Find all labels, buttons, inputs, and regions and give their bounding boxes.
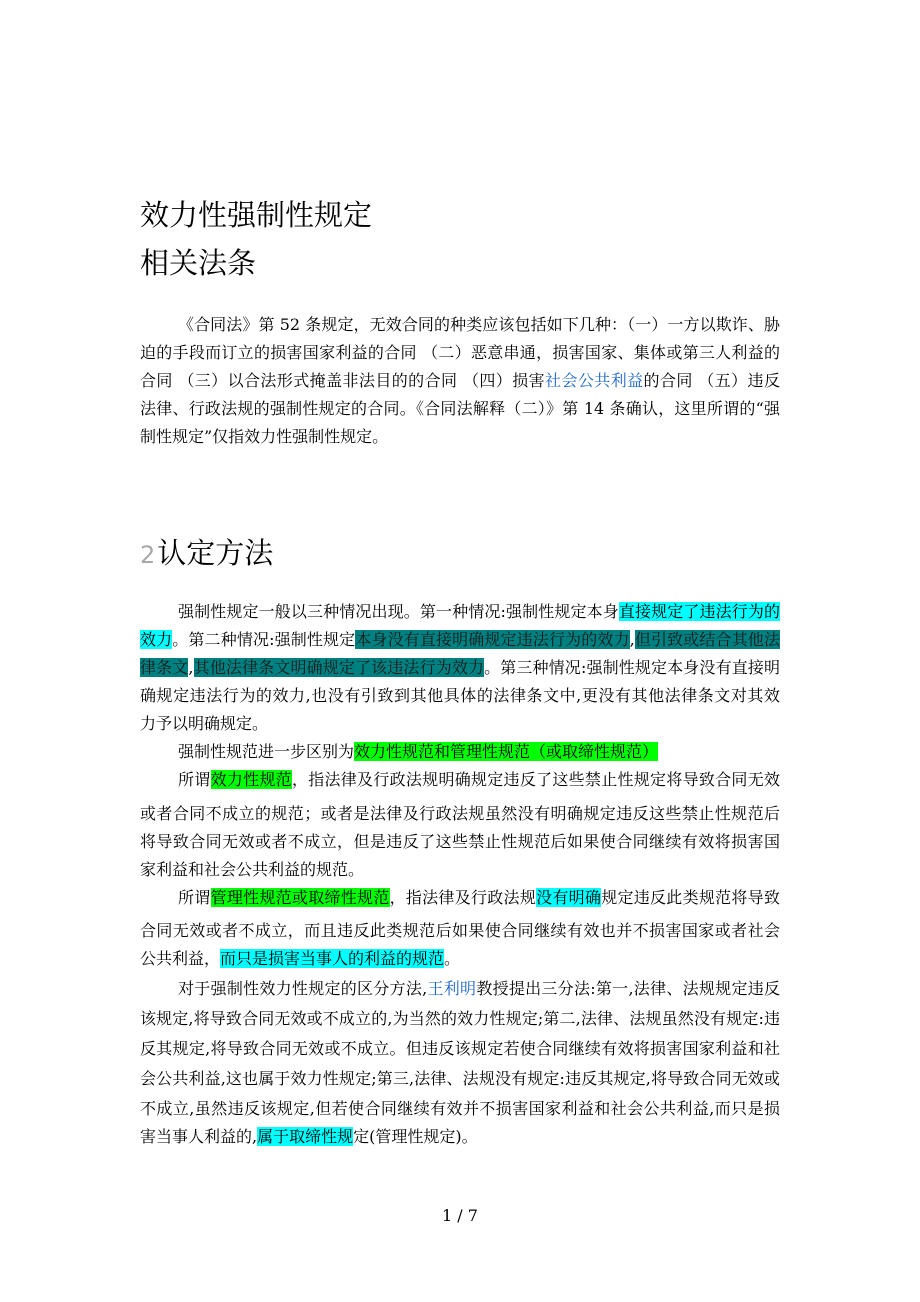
para1-text: 合同 （三）以合法形式掩盖非法目的的合同 （四）损害 [140,371,546,390]
highlight: 直接规定了违法行为的 [618,602,780,621]
para1-line5: 制性规定”仅指效力性强制性规定。 [140,427,389,446]
para1-line3 [140,370,780,392]
para3-text: 强制性规范进一步区别为 [178,742,355,761]
para4-line2: 或者合同不成立的规范；或者是法律及行政法规虽然没有明确规定违反这些禁止性规范后 [140,804,780,823]
para1-line2: 迫的手段而订立的损害国家利益的合同 （二）恶意串通，损害国家、集体或第三人利益的 [140,343,780,362]
highlight: 但引致或结合其他法 [634,630,780,649]
highlight: 律条文 [140,658,189,677]
link-social-public-interest[interactable]: 社会公共利益 [545,371,644,390]
para5-text: ，指法律及行政法规 [389,888,537,907]
para2-text: 强制性规定一般以三种情况出现。第一种情况:强制性规定本身 [178,602,619,621]
highlight: 本身没有直接明确规定违法行为的效力 [355,630,630,649]
highlight: 而只是损害当事人的利益的规范 [220,949,445,968]
para6-line3: 反其规定,将导致合同无效或不成立。但违反该规定若使合同继续有效将损害国家利益和社 [140,1039,780,1058]
page-number: 1 / 7 [442,1206,478,1225]
main-title: 效力性强制性规定 [140,198,373,232]
highlight: 效力 [140,630,173,649]
para6-text: 教授提出三分法:第一,法律、法规规定违反 [476,979,780,998]
para6-text: 定(管理性规定)。 [353,1127,478,1146]
para4-text: ，指法律及行政法规明确规定违反了这些禁止性规定将导致合同无效 [291,770,780,789]
para2-text: 。第二种情况:强制性规定 [172,630,356,649]
section-number: 2 [140,541,156,569]
para5-text: 公共利益， [140,949,221,968]
para5-text: 。 [444,949,461,968]
para2-line3 [140,657,780,679]
para6-line1 [178,978,780,1000]
para2-line1 [178,601,780,623]
para1-text: 的合同 （五）违反 [643,371,780,390]
para6-line4: 会公共利益,这也属于效力性规定;第三,法律、法规没有规定:违反其规定,将导致合同无效或 [140,1069,780,1088]
para1-line4: 法律、行政法规的强制性规定的合同。《合同法解释（二）》第 14 条确认，这里所谓的“强 [140,399,780,418]
para2-line2 [140,629,780,651]
highlight: 效力性规范和管理性规范（或取缔性规范） [354,742,659,761]
para5-line1 [178,887,780,909]
para3-line1 [178,741,780,763]
para4-line3: 将导致合同无效或者不成立，但是违反了这些禁止性规范后如果使合同继续有效将损害国 [140,832,780,851]
section2-heading [140,535,273,573]
link-wang-liming[interactable]: 王利明 [427,979,477,998]
para6-line5: 不成立,虽然违反该规定,但若使合同继续有效并不损害国家利益和社会公共利益,而只是损 [140,1099,780,1118]
subtitle-related-laws: 相关法条 [140,246,257,280]
para4-line4: 家利益和社会公共利益的规范。 [140,860,365,879]
para2-text: , [188,658,194,677]
para2-text: 。第三种情况:强制性规定本身没有直接明 [484,658,780,677]
highlight: 管理性规范或取缔性规范 [210,888,390,907]
para6-text: 对于强制性效力性规定的区分方法, [178,979,428,998]
para1-line1: 《合同法》第 52 条规定，无效合同的种类应该包括如下几种：（一）一方以欺诈、胁 [178,315,780,334]
highlight: 其他法律条文明确规定了该违法行为效力 [193,658,485,677]
para2-line5: 力予以明确规定。 [140,714,269,733]
para6-line2: 该规定,将导致合同无效或不成立的,为当然的效力性规定;第二,法律、法规虽然没有规定:违 [140,1009,780,1028]
para5-line2: 合同无效或者不成立，而且违反此类规范后如果使合同继续有效也并不损害国家或者社会 [140,921,780,940]
para5-text: 规定违反此类规范将导致 [601,888,780,907]
para2-line4: 确规定违法行为的效力,也没有引致到其他具体的法律条文中,更没有其他法律条文对其效 [140,686,780,705]
highlight: 属于取缔性规 [257,1127,354,1146]
para5-line3 [140,948,780,970]
para2-text: , [629,630,635,649]
highlight: 没有明确 [536,888,602,907]
para5-text: 所谓 [178,888,211,907]
highlight: 效力性规范 [210,770,292,789]
para4-line1 [178,769,780,791]
section-title: 认定方法 [157,536,274,570]
para4-text: 所谓 [178,770,211,789]
para6-line6 [140,1126,780,1148]
para6-text: 害当事人利益的, [140,1127,258,1146]
